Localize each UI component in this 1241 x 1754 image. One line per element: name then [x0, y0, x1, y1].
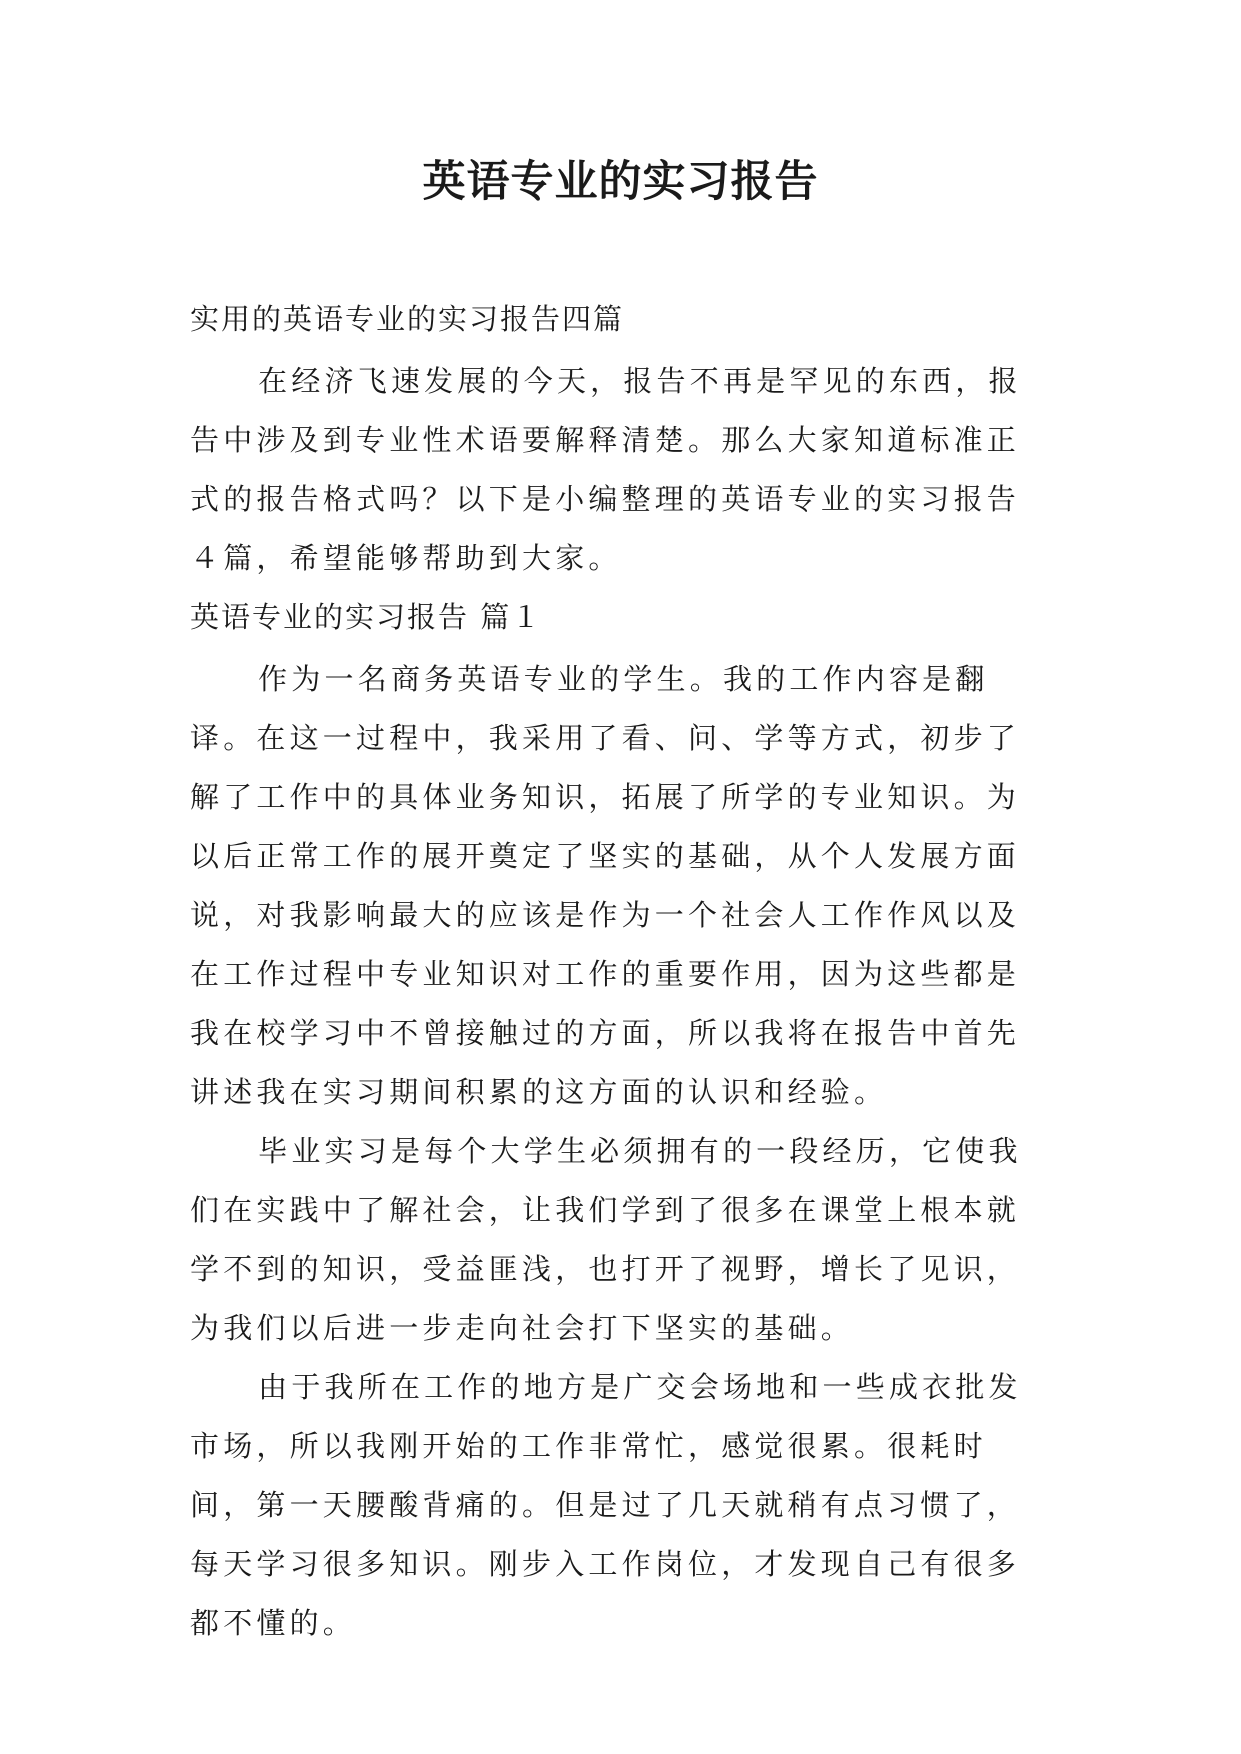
- document-title: 英语专业的实习报告: [422, 157, 819, 207]
- intro-paragraph: 在经济飞速发展的今天，报告不再是罕见的东西，报告中涉及到专业性术语要解释清楚。那么大家知道标准正式的报告格式吗？以下是小编整理的英语专业的实习报告４篇，希望能够帮助到大家。: [190, 364, 1022, 575]
- section-heading: 英语专业的实习报告 篇１: [190, 600, 543, 634]
- body-paragraph: 作为一名商务英语专业的学生。我的工作内容是翻译。在这一过程中，我采用了看、问、学等方式，初步了解了工作中的具体业务知识，拓展了所学的专业知识。为以后正常工作的展开奠定了坚实的基础，从个人发展方面说，对我影响最大的应该是作为一个社会人工作作风以及在工作过程中专业知识对工作的重要作用，因为这些都是我在校学习中不曾接触过的方面，所以我将在报告中首先讲述我在实习期间积累的这方面的认识和经验。: [190, 662, 1021, 1109]
- body-paragraph: 毕业实习是每个大学生必须拥有的一段经历，它使我们在实践中了解社会，让我们学到了很多在课堂上根本就学不到的知识，受益匪浅，也打开了视野，增长了见识，为我们以后进一步走向社会打下坚实的基础。: [190, 1134, 1022, 1345]
- document-body: [190, 290, 1050, 1653]
- subtitle: 实用的英语专业的实习报告四篇: [190, 302, 625, 336]
- body-paragraph: 由于我所在工作的地方是广交会场地和一些成衣批发市场，所以我刚开始的工作非常忙，感觉很累。很耗时间，第一天腰酸背痛的。但是过了几天就稍有点习惯了，每天学习很多知识。刚步入工作岗位，才发现自己有很多都不懂的。: [190, 1370, 1022, 1640]
